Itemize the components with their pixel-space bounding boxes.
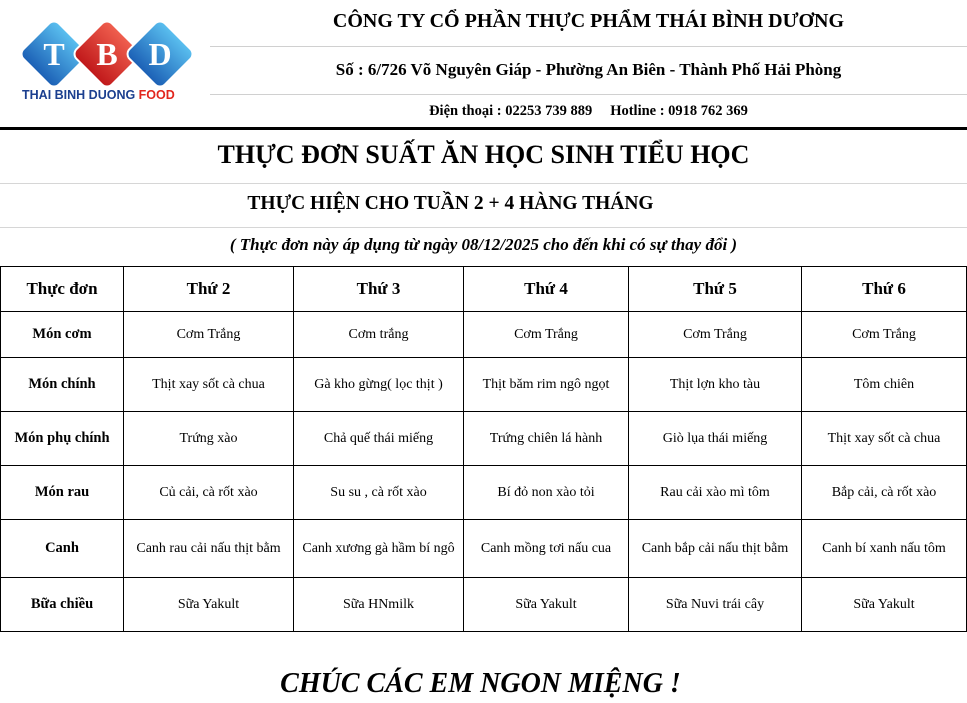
menu-cell: Bí đỏ non xào tỏi	[464, 466, 629, 520]
menu-cell: Cơm Trắng	[124, 312, 294, 358]
menu-cell: Cơm Trắng	[802, 312, 967, 358]
company-hotline: Hotline : 0918 762 369	[610, 103, 748, 119]
table-row	[1, 312, 967, 358]
day-header: Thứ 6	[802, 267, 967, 312]
menu-cell: Thịt xay sốt cà chua	[124, 358, 294, 412]
header-rule	[0, 127, 967, 130]
title-divider	[0, 227, 967, 228]
row-label: Món chính	[1, 358, 124, 412]
day-header: Thứ 3	[294, 267, 464, 312]
menu-cell: Gà kho gừng( lọc thịt )	[294, 358, 464, 412]
menu-table	[0, 266, 967, 632]
menu-cell: Canh rau cải nấu thịt bằm	[124, 520, 294, 578]
table-row	[1, 578, 967, 632]
row-label: Canh	[1, 520, 124, 578]
menu-cell: Giò lụa thái miếng	[629, 412, 802, 466]
header-divider	[210, 46, 967, 47]
company-header	[0, 0, 967, 130]
logo-caption	[22, 88, 175, 102]
menu-cell: Bắp cải, cà rốt xào	[802, 466, 967, 520]
row-label: Món phụ chính	[1, 412, 124, 466]
company-name: CÔNG TY CỔ PHẦN THỰC PHẨM THÁI BÌNH DƯƠNG	[332, 10, 845, 32]
table-row	[1, 466, 967, 520]
menu-cell: Thịt xay sốt cà chua	[802, 412, 967, 466]
logo-letter-b: B	[96, 36, 118, 72]
menu-note: ( Thực đơn này áp dụng từ ngày 08/12/2025 cho đến khi có sự thay đổi )	[229, 235, 738, 254]
day-header: Thứ 2	[124, 267, 294, 312]
company-phone: Điện thoại : 02253 739 889	[429, 103, 593, 119]
menu-cell: Sữa Yakult	[464, 578, 629, 632]
table-row	[1, 412, 967, 466]
closing-message	[0, 668, 967, 700]
title-divider	[0, 183, 967, 184]
menu-cell: Củ cải, cà rốt xào	[124, 466, 294, 520]
company-address: Số : 6/726 Võ Nguyên Giáp - Phường An Biên - Thành Phố Hải Phòng	[335, 60, 842, 79]
menu-cell: Canh mồng tơi nấu cua	[464, 520, 629, 578]
day-header: Thứ 5	[629, 267, 802, 312]
table-header-row	[1, 267, 967, 312]
table-corner-header: Thực đơn	[1, 267, 124, 312]
header-divider	[210, 94, 967, 95]
menu-cell: Chả quế thái miếng	[294, 412, 464, 466]
closing-message-text: CHÚC CÁC EM NGON MIỆNG !	[280, 668, 681, 699]
logo-caption-food: FOOD	[135, 88, 175, 102]
menu-cell: Canh xương gà hầm bí ngô	[294, 520, 464, 578]
menu-cell: Sữa Yakult	[124, 578, 294, 632]
menu-cell: Cơm trắng	[294, 312, 464, 358]
menu-cell: Trứng xào	[124, 412, 294, 466]
company-contact	[210, 103, 967, 120]
menu-cell: Rau cải xào mì tôm	[629, 466, 802, 520]
logo-letter-d: D	[148, 36, 172, 72]
menu-cell: Trứng chiên lá hành	[464, 412, 629, 466]
menu-title: THỰC ĐƠN SUẤT ĂN HỌC SINH TIỂU HỌC	[217, 140, 750, 169]
menu-cell: Canh bắp cải nấu thịt bằm	[629, 520, 802, 578]
logo-letter-t: T	[43, 36, 65, 72]
menu-cell: Sữa Yakult	[802, 578, 967, 632]
menu-cell: Cơm Trắng	[464, 312, 629, 358]
menu-cell: Sữa HNmilk	[294, 578, 464, 632]
day-header: Thứ 4	[464, 267, 629, 312]
menu-cell: Sữa Nuvi trái cây	[629, 578, 802, 632]
company-logo	[18, 20, 198, 110]
menu-cell: Su su , cà rốt xào	[294, 466, 464, 520]
menu-cell: Thịt lợn kho tàu	[629, 358, 802, 412]
menu-cell: Cơm Trắng	[629, 312, 802, 358]
menu-cell: Tôm chiên	[802, 358, 967, 412]
row-label: Món cơm	[1, 312, 124, 358]
row-label: Bữa chiều	[1, 578, 124, 632]
menu-cell: Thịt băm rim ngô ngọt	[464, 358, 629, 412]
row-label: Món rau	[1, 466, 124, 520]
menu-cell: Canh bí xanh nấu tôm	[802, 520, 967, 578]
table-row	[1, 520, 967, 578]
table-row	[1, 358, 967, 412]
logo-caption-main: THAI BINH DUONG	[22, 88, 136, 102]
logo-diamonds-icon	[18, 20, 198, 90]
menu-subtitle	[0, 193, 967, 215]
menu-subtitle-text: THỰC HIỆN CHO TUẦN 2 + 4 HÀNG THÁNG	[247, 193, 654, 214]
